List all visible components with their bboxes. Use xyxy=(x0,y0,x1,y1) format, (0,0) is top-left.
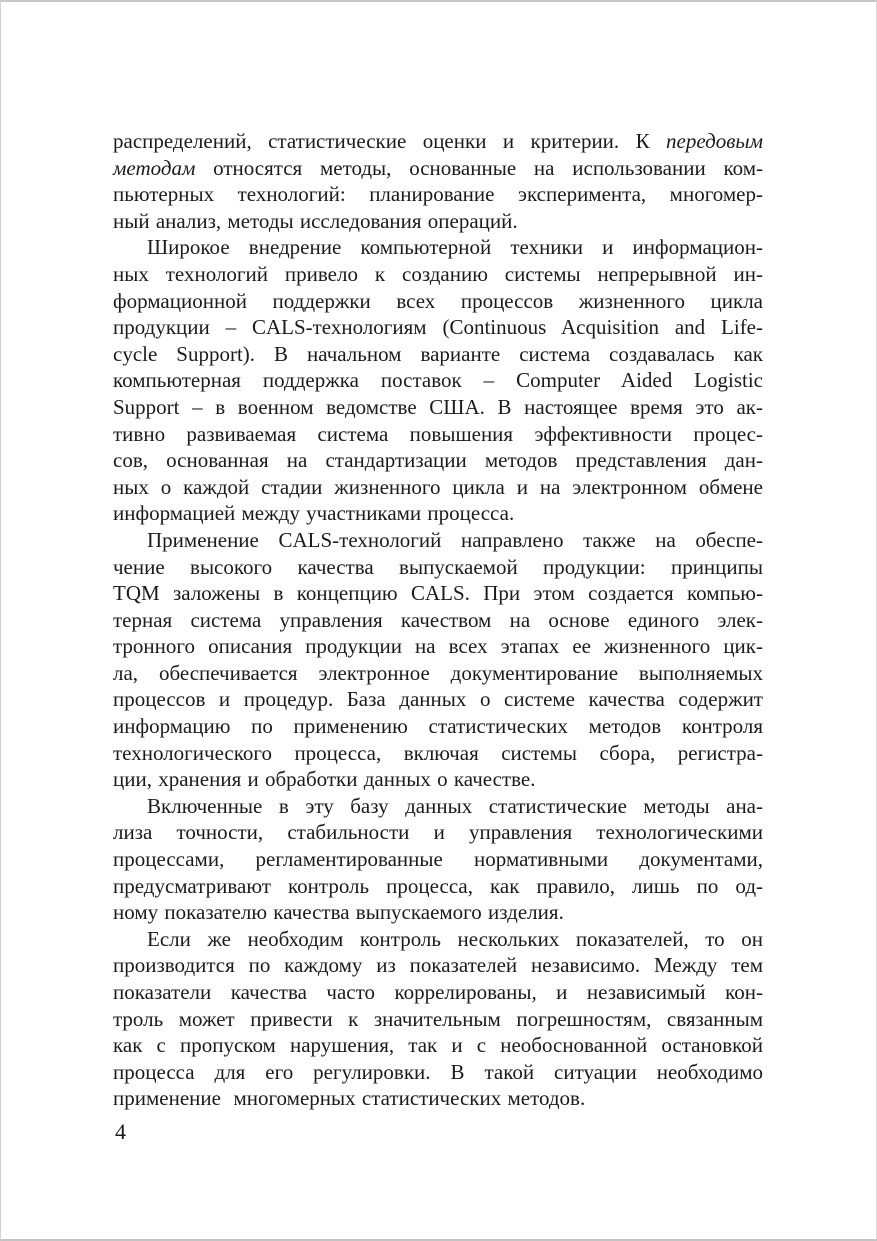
text-block xyxy=(113,128,763,1112)
text-segment: формационной поддержки всех процессов жизненного цикла xyxy=(113,288,763,313)
paragraph xyxy=(113,128,763,234)
text-line xyxy=(113,500,763,527)
text-line xyxy=(113,819,763,846)
text-line xyxy=(113,261,763,288)
text-line xyxy=(113,1032,763,1059)
text-segment: Support – в военном ведомстве США. В настоящее время это ак- xyxy=(113,394,763,419)
text-segment: информацией между участниками процесса. xyxy=(113,501,515,526)
text-line xyxy=(113,208,763,235)
text-line xyxy=(113,554,763,581)
text-segment: продукции – CALS-технологиям (Continuous Acquisition and Life- xyxy=(113,315,763,340)
text-segment: информацию по применению статистических методов контроля xyxy=(113,714,763,739)
text-line xyxy=(113,846,763,873)
text-segment: как с пропуском нарушения, так и с необоснованной остановкой xyxy=(113,1033,763,1058)
text-line xyxy=(113,1006,763,1033)
text-line xyxy=(113,766,763,793)
text-segment: cycle Support). В начальном варианте система создавалась как xyxy=(113,341,763,366)
text-segment: лиза точности, стабильности и управления технологическими xyxy=(113,820,763,845)
text-line xyxy=(113,288,763,315)
text-line xyxy=(113,181,763,208)
text-segment: ному показателю качества выпускаемого изделия. xyxy=(113,900,564,925)
text-segment: Включенные в эту базу данных статистические методы ана- xyxy=(147,793,763,818)
paragraph xyxy=(113,527,763,793)
text-line xyxy=(113,686,763,713)
text-line xyxy=(113,1085,763,1112)
italic-text-segment: передовым xyxy=(666,129,763,153)
text-segment: ных технологий привело к созданию системы непрерывной ин- xyxy=(113,261,763,286)
text-segment: процессами, регламентированные нормативными документами, xyxy=(113,847,763,872)
text-segment: компьютерная поддержка поставок – Computer Aided Logistic xyxy=(113,368,763,393)
text-line xyxy=(113,979,763,1006)
text-line xyxy=(113,740,763,767)
page-number: 4 xyxy=(115,1119,126,1144)
text-line xyxy=(113,899,763,926)
text-segment: ла, обеспечивается электронное документирование выполняемых xyxy=(113,660,763,685)
text-segment: троль может привести к значительным погрешностям, связанным xyxy=(113,1006,763,1031)
text-line xyxy=(113,527,763,554)
text-line xyxy=(113,952,763,979)
text-segment: предусматривают контроль процесса, как правило, лишь по од- xyxy=(113,873,763,898)
text-line xyxy=(113,367,763,394)
text-segment: Применение CALS-технологий направлено также на обеспе- xyxy=(147,527,763,552)
text-line xyxy=(113,873,763,900)
paragraph xyxy=(113,793,763,926)
text-segment: сов, основанная на стандартизации методов представления дан- xyxy=(113,448,763,473)
text-segment: ных о каждой стадии жизненного цикла и на электронном обмене xyxy=(113,474,763,499)
text-segment: технологического процесса, включая системы сбора, регистра- xyxy=(113,740,763,765)
italic-text-segment: методам xyxy=(113,155,196,180)
text-line xyxy=(113,633,763,660)
text-line xyxy=(113,234,763,261)
text-line xyxy=(113,394,763,421)
text-line xyxy=(113,1059,763,1086)
text-segment: ный анализ, методы исследования операций. xyxy=(113,208,518,233)
text-line xyxy=(113,660,763,687)
text-line xyxy=(113,341,763,368)
paragraph xyxy=(113,234,763,527)
text-segment: тронного описания продукции на всех этапах ее жизненного цик- xyxy=(113,634,763,659)
text-line xyxy=(113,314,763,341)
text-segment: ции, хранения и обработки данных о качестве. xyxy=(113,767,536,792)
text-line xyxy=(113,474,763,501)
text-segment: показатели качества часто коррелированы, и независимый кон- xyxy=(113,980,763,1004)
text-line xyxy=(113,607,763,634)
text-segment: TQM заложены в концепцию CALS. При этом создается компью- xyxy=(113,581,763,606)
text-segment: процесса для его регулировки. В такой ситуации необходимо xyxy=(113,1059,763,1084)
paragraph xyxy=(113,926,763,1112)
text-line xyxy=(113,580,763,607)
text-segment: Если же необходим контроль нескольких показателей, то он xyxy=(147,926,763,951)
text-line xyxy=(113,128,763,155)
text-segment: распределений, статистические оценки и критерии. К xyxy=(113,129,667,153)
text-line xyxy=(113,713,763,740)
text-segment: пьютерных технологий: планирование эксперимента, многомер- xyxy=(113,182,763,207)
text-segment: тивно развиваемая система повышения эффективности процес- xyxy=(113,421,763,446)
text-segment: процессов и процедур. База данных о системе качества содержит xyxy=(113,687,763,712)
text-line xyxy=(113,447,763,474)
text-line xyxy=(113,793,763,820)
text-segment: чение высокого качества выпускаемой продукции: принципы xyxy=(113,554,763,579)
text-segment: производится по каждому из показателей независимо. Между тем xyxy=(113,953,763,978)
text-line xyxy=(113,421,763,448)
text-segment: Широкое внедрение компьютерной техники и информацион- xyxy=(147,235,763,260)
text-segment: терная система управления качеством на основе единого элек- xyxy=(113,607,763,632)
text-segment: относятся методы, основанные на использовании ком- xyxy=(195,155,763,180)
text-line xyxy=(113,155,763,182)
text-line xyxy=(113,926,763,953)
text-segment: применение многомерных статистических методов. xyxy=(113,1086,586,1111)
